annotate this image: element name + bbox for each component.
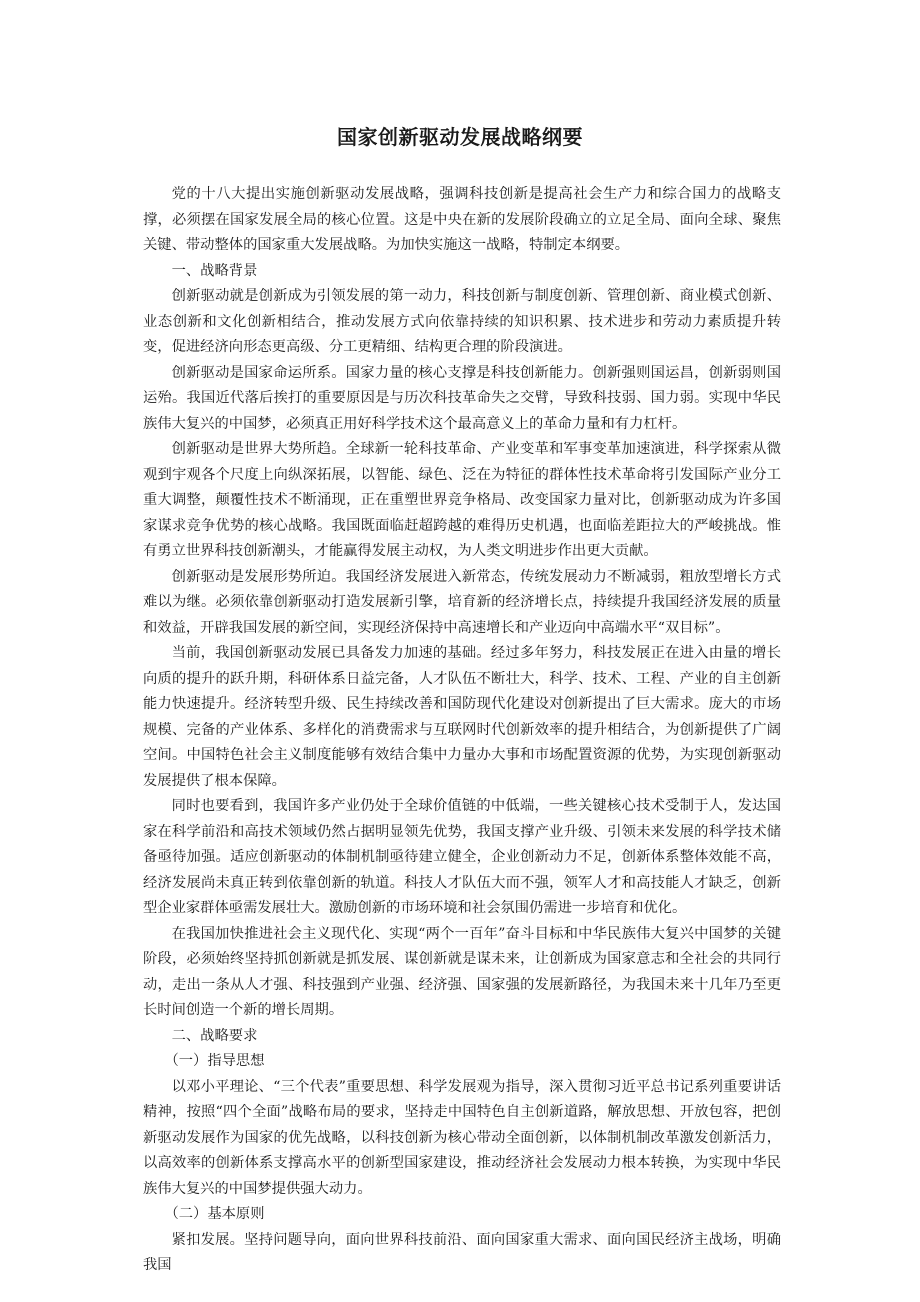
paragraph: 当前，我国创新驱动发展已具备发力加速的基础。经过多年努力，科技发展正在进入由量的增长向质的提升的跃升期，科研体系日益完备，人才队伍不断壮大，科学、技术、工程、产业的自主创新能力快速提升。经济转型升级、民生持续改善和国防现代化建设对创新提出了巨大需求。庞大的市场规模、完备的产业体系、多样化的消费需求与互联网时代创新效率的提升相结合，为创新提供了广阔空间。中国特色社会主义制度能够有效结合集中力量办大事和市场配置资源的优势，为实现创新驱动发展提供了根本保障。	[143, 645, 781, 789]
paragraph: 创新驱动是世界大势所趋。全球新一轮科技革命、产业变革和军事变革加速演进，科学探索从微观到宇观各个尺度上向纵深拓展，以智能、绿色、泛在为特征的群体性技术革命将引发国际产业分工重大调整，颠覆性技术不断涌现，正在重塑世界竞争格局、改变国家力量对比，创新驱动成为许多国家谋求竞争优势的核心战略。我国既面临赶超跨越的难得历史机遇，也面临差距拉大的严峻挑战。惟有勇立世界科技创新潮头，才能赢得发展主动权，为人类文明进步作出更大贡献。	[143, 441, 781, 559]
paragraph-intro: 党的十八大提出实施创新驱动发展战略，强调科技创新是提高社会生产力和综合国力的战略支撑，必须摆在国家发展全局的核心位置。这是中央在新的发展阶段确立的立足全局、面向全球、聚焦关键、带动整体的国家重大发展战略。为加快实施这一战略，特制定本纲要。	[143, 186, 781, 253]
paragraph: 以邓小平理论、“三个代表”重要思想、科学发展观为指导，深入贯彻习近平总书记系列重要讲话精神，按照“四个全面”战略布局的要求，坚持走中国特色自主创新道路，解放思想、开放包容，把创新驱动发展作为国家的优先战略，以科技创新为核心带动全面创新，以体制机制改革激发创新活力，以高效率的创新体系支撑高水平的创新型国家建设，推动经济社会发展动力根本转换，为实现中华民族伟大复兴的中国梦提供强大动力。	[143, 1078, 781, 1197]
section-heading-requirements: 二、战略要求	[171, 1027, 258, 1044]
paragraph: 创新驱动是发展形势所迫。我国经济发展进入新常态，传统发展动力不断减弱，粗放型增长方式难以为继。必须依靠创新驱动打造发展新引擎，培育新的经济增长点，持续提升我国经济发展的质量和效益，开辟我国发展的新空间，实现经济保持中高速增长和产业迈向中高端水平“双目标”。	[143, 568, 781, 636]
paragraph: 同时也要看到，我国许多产业仍处于全球价值链的中低端，一些关键核心技术受制于人，发达国家在科学前沿和高技术领域仍然占据明显领先优势，我国支撑产业升级、引领未来发展的科学技术储备亟待加强。适应创新驱动的体制机制亟待建立健全，企业创新动力不足，创新体系整体效能不高，经济发展尚未真正转到依靠创新的轨道。科技人才队伍大而不强，领军人才和高技能人才缺乏，创新型企业家群体亟需发展壮大。激励创新的市场环境和社会氛围仍需进一步培育和优化。	[143, 798, 781, 916]
paragraph: 创新驱动是国家命运所系。国家力量的核心支撑是科技创新能力。创新强则国运昌，创新弱则国运殆。我国近代落后挨打的重要原因是与历次科技革命失之交臂，导致科技弱、国力弱。实现中华民族伟大复兴的中国梦，必须真正用好科学技术这个最高意义上的革命力量和有力杠杆。	[143, 364, 781, 432]
paragraph: 在我国加快推进社会主义现代化、实现“两个一百年”奋斗目标和中华民族伟大复兴中国梦的关键阶段，必须始终坚持抓创新就是抓发展、谋创新就是谋未来，让创新成为国家意志和全社会的共同行动，走出一条从人才强、科技强到产业强、经济强、国家强的发展新路径，为我国未来十几年乃至更长时间创造一个新的增长周期。	[143, 925, 781, 1018]
document-body	[143, 182, 781, 1279]
paragraph: 紧扣发展。坚持问题导向，面向世界科技前沿、面向国家重大需求、面向国民经济主战场，明确我国	[143, 1231, 781, 1273]
section-heading-background: 一、战略背景	[171, 262, 258, 279]
subsection-heading-principles: （二）基本原则	[164, 1206, 265, 1222]
document-title: 国家创新驱动发展战略纲要	[337, 125, 583, 149]
paragraph: 创新驱动就是创新成为引领发展的第一动力，科技创新与制度创新、管理创新、商业模式创新、业态创新和文化创新相结合，推动发展方式向依靠持续的知识积累、技术进步和劳动力素质提升转变，促进经济向形态更高级、分工更精细、结构更合理的阶段演进。	[143, 288, 781, 355]
subsection-heading-guiding-thought: （一）指导思想	[164, 1053, 265, 1069]
